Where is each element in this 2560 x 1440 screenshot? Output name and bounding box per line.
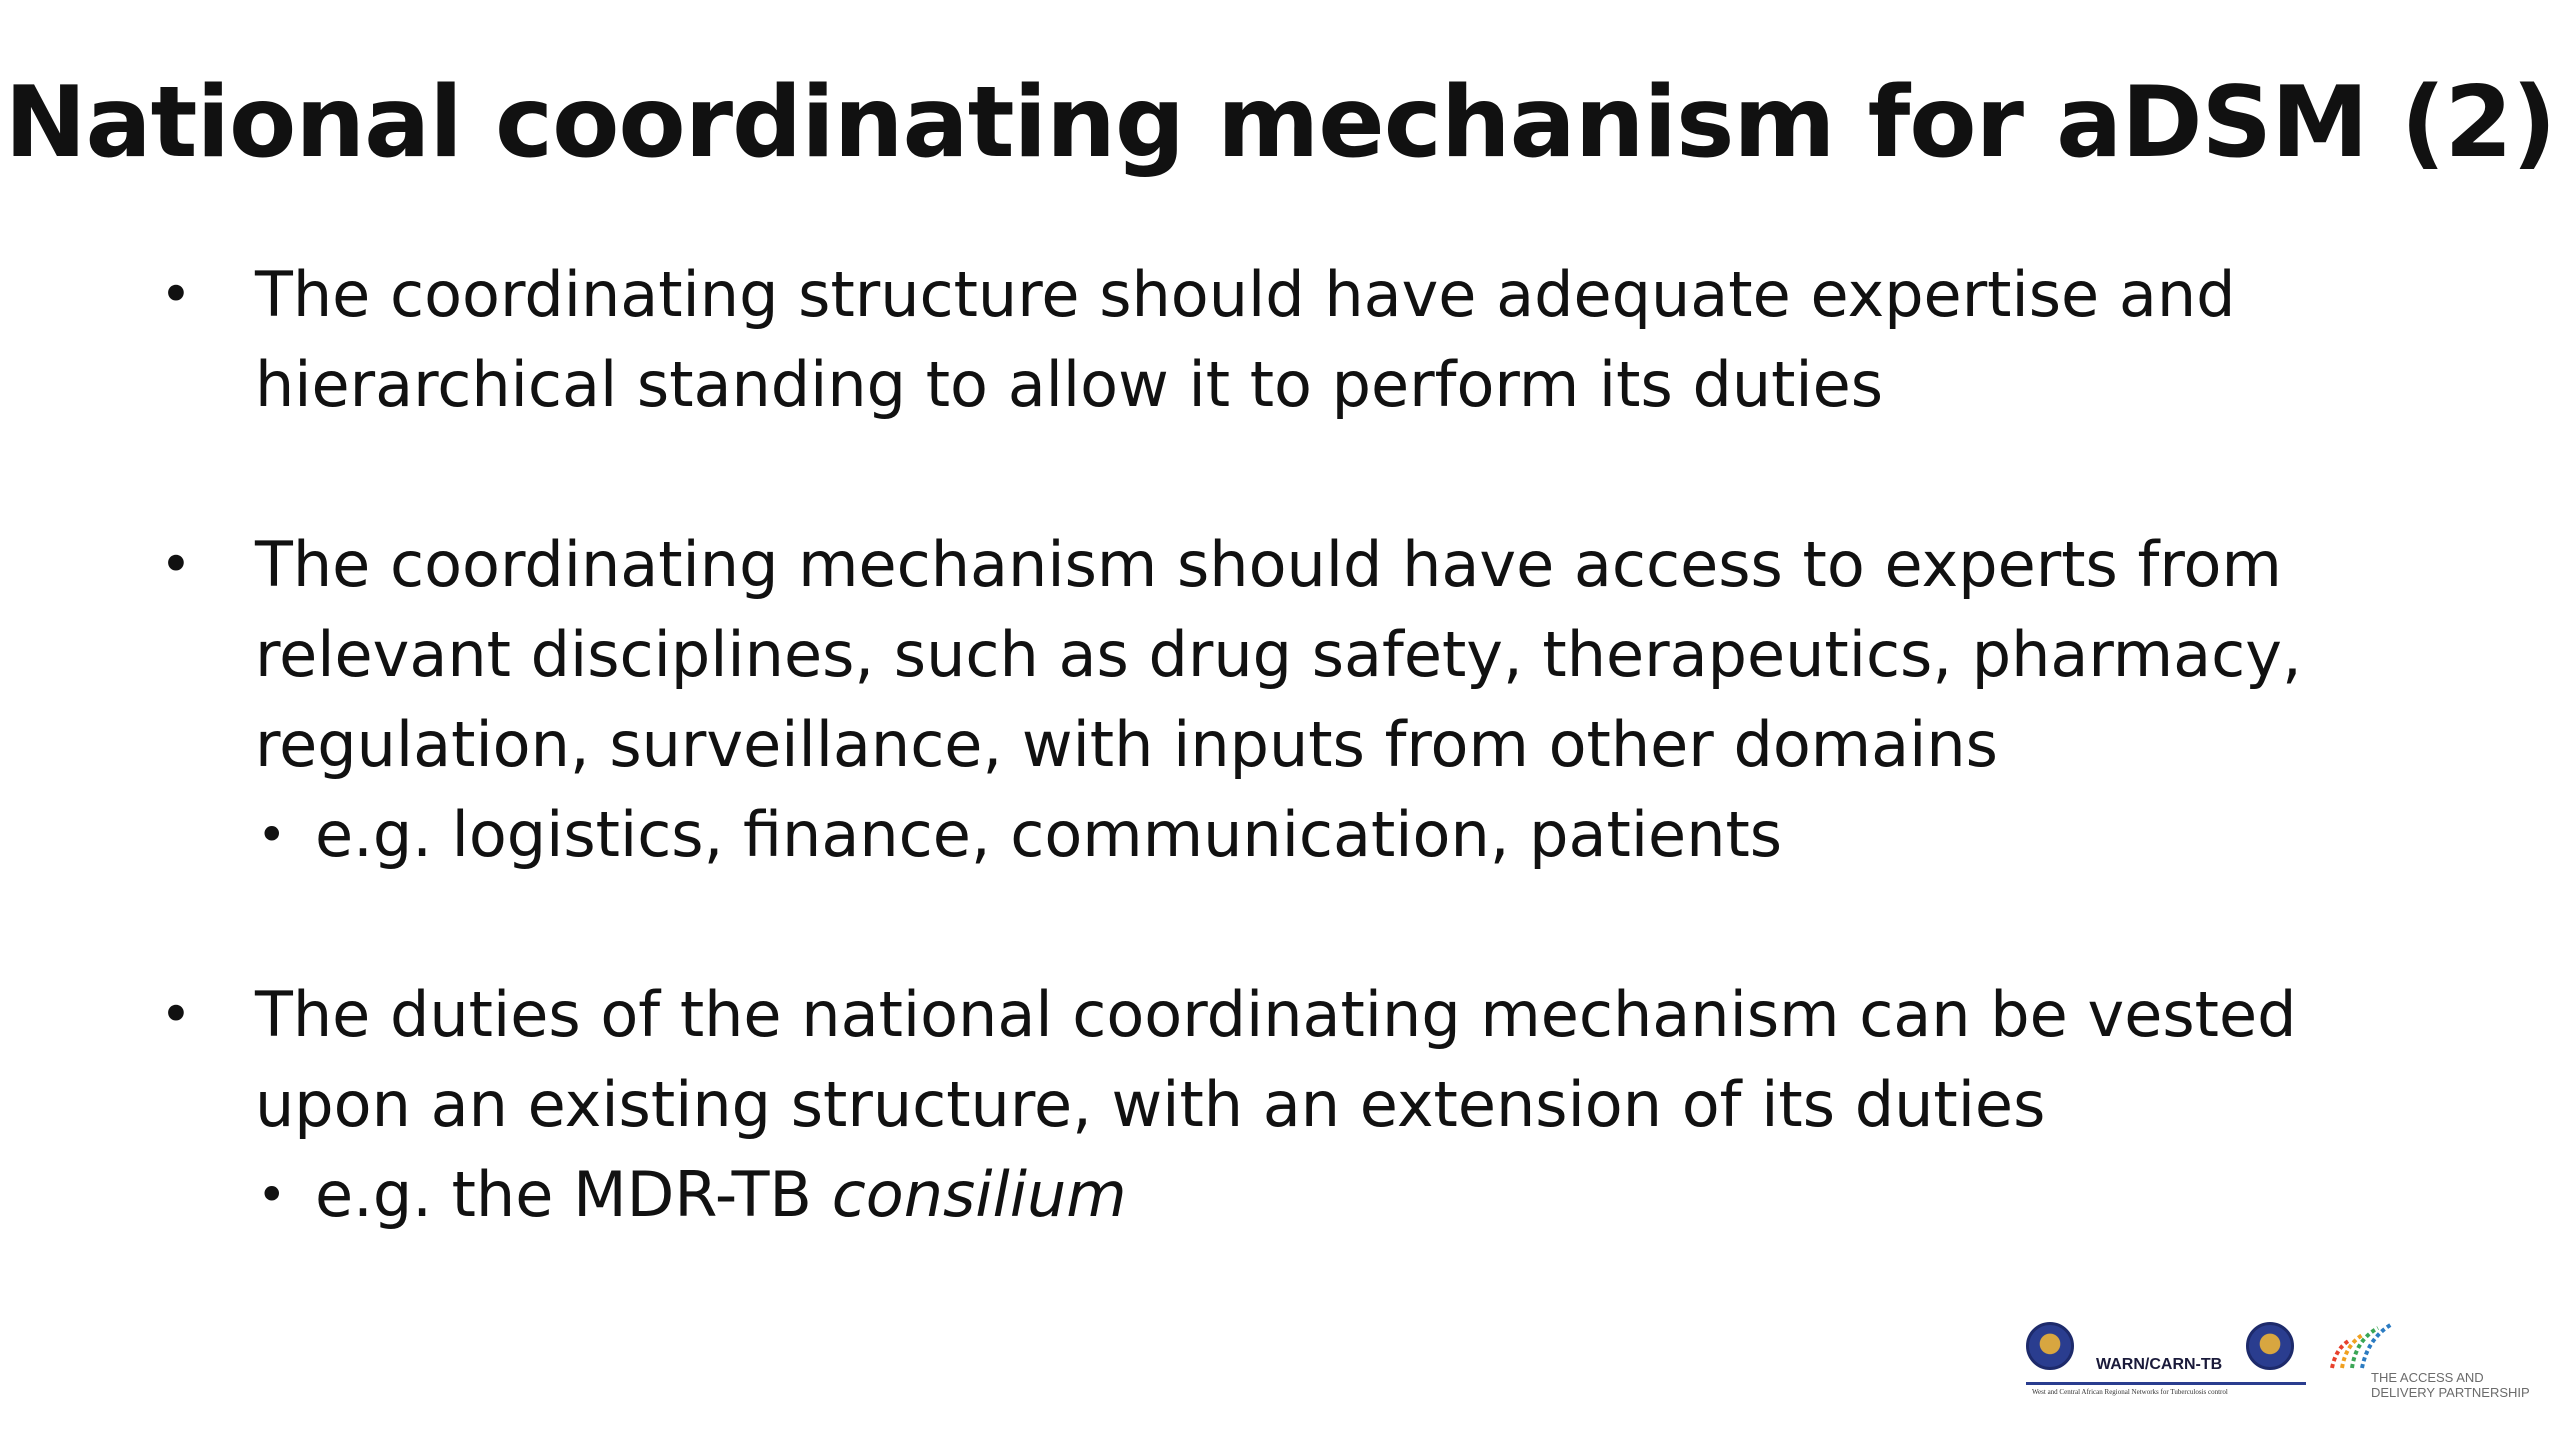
logo-divider: [2026, 1382, 2306, 1385]
sub-bullet-dot: •: [257, 806, 287, 864]
warn-seal-left-icon: [2026, 1322, 2074, 1370]
bullet-item: [150, 970, 2330, 1240]
bullet-text: The duties of the national coordinating mechanism can be vested upon an existing structure, with an extension of its duties: [255, 978, 2297, 1141]
sub-bullet-text: e.g. logistics, finance, communication, patients: [315, 798, 1783, 871]
bullet-item: [150, 520, 2330, 880]
warn-seal-right-icon: [2246, 1322, 2294, 1370]
sub-bullet-dot: •: [257, 1166, 287, 1224]
access-delivery-partnership-logo-icon: [2326, 1318, 2396, 1374]
warn-carn-tb-subtitle: West and Central African Regional Networks for Tuberculosis control: [2032, 1388, 2228, 1396]
sub-bullet-item: [255, 1150, 2330, 1240]
sub-bullet-italic-text: consilium: [831, 1158, 1127, 1231]
sub-bullet-item: [255, 790, 2330, 880]
bullet-text: The coordinating structure should have adequate expertise and hierarchical standing to allow it to perform its duties: [255, 258, 2236, 421]
tadp-line-1: THE ACCESS AND: [2371, 1370, 2484, 1385]
bullet-dot: •: [160, 533, 192, 596]
bullet-dot: •: [160, 263, 192, 326]
footer-logos: [2026, 1318, 2546, 1418]
bullet-item: [150, 250, 2330, 430]
bullet-dot: •: [160, 983, 192, 1046]
bullet-list: [150, 250, 2330, 1330]
warn-carn-tb-logo-label: WARN/CARN-TB: [2096, 1356, 2223, 1373]
bullet-text: The coordinating mechanism should have access to experts from relevant disciplines, such as drug safety, therapeutics, pharmacy, regulation, surveillance, with inputs from other domains: [255, 528, 2302, 781]
sub-bullet-text: e.g. the MDR-TB: [315, 1158, 832, 1231]
slide-title: National coordinating mechanism for aDSM (2): [4, 66, 2556, 180]
access-delivery-partnership-text: [2371, 1370, 2530, 1400]
tadp-line-2: DELIVERY PARTNERSHIP: [2371, 1385, 2530, 1400]
